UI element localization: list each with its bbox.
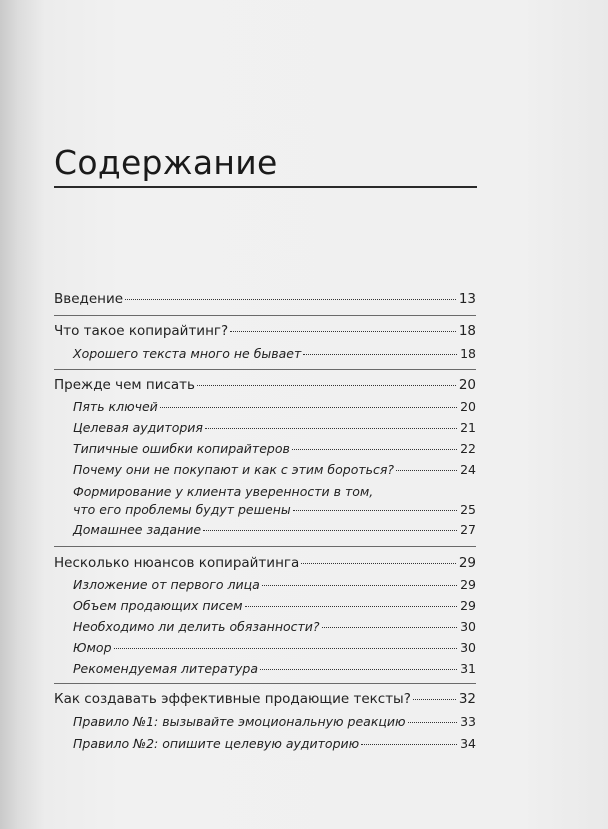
toc-entry-introduction[interactable]	[54, 291, 476, 308]
dot-leader	[160, 407, 457, 408]
toc-subentry[interactable]	[73, 398, 476, 415]
section-divider	[54, 315, 476, 316]
toc-entry-page: 18	[460, 346, 476, 361]
toc-entry-title: Изложение от первого лица	[73, 577, 260, 592]
toc-entry-title: Несколько нюансов копирайтинга	[54, 555, 300, 571]
toc-entry-title: Домашнее задание	[73, 522, 202, 537]
toc-entry-title: Хорошего текста много не бывает	[73, 346, 302, 361]
toc-entry-title: Целевая аудитория	[73, 420, 203, 435]
toc-subentry[interactable]	[73, 576, 476, 593]
toc-subentry[interactable]	[73, 345, 476, 362]
toc-subentry[interactable]	[73, 735, 476, 752]
toc-entry-page: 18	[458, 323, 476, 339]
toc-entry-page: 33	[460, 714, 476, 729]
dot-leader	[197, 385, 456, 386]
toc-entry-page: 30	[460, 619, 476, 634]
dot-leader	[205, 428, 457, 429]
toc-entry-page: 29	[460, 577, 476, 592]
dot-leader	[396, 470, 457, 471]
toc-entry-page: 25	[460, 502, 476, 517]
toc-entry-page: 20	[458, 377, 476, 393]
toc-entry-page: 21	[460, 420, 476, 435]
dot-leader	[292, 449, 457, 450]
toc-entry-page: 20	[460, 399, 476, 414]
toc-entry-title: Правило №2: опишите целевую аудиторию	[73, 736, 360, 751]
toc-entry-title: Юмор	[73, 640, 112, 655]
dot-leader	[125, 299, 456, 300]
toc-subentry[interactable]	[73, 660, 476, 677]
toc-entry-title: Пять ключей	[73, 399, 158, 414]
toc-entry-title: Правило №1: вызывайте эмоциональную реакцию	[73, 714, 406, 729]
dot-leader	[413, 699, 456, 700]
dot-leader	[293, 510, 457, 511]
dot-leader	[262, 585, 457, 586]
toc-entry-before-writing[interactable]	[54, 377, 476, 394]
dot-leader	[245, 606, 457, 607]
toc-entry-page: 24	[460, 462, 476, 477]
dot-leader	[114, 648, 458, 649]
toc-subentry[interactable]	[73, 461, 476, 478]
toc-entry-page: 32	[458, 691, 476, 707]
dot-leader	[230, 331, 456, 332]
toc-entry-title: Прежде чем писать	[54, 377, 195, 393]
toc-entry-title: Рекомендуемая литература	[73, 661, 258, 676]
toc-entry-page: 34	[460, 736, 476, 751]
dot-leader	[203, 530, 457, 531]
toc-entry-page: 29	[460, 598, 476, 613]
toc-subentry[interactable]	[73, 440, 476, 457]
toc-entry-title: что его проблемы будут решены	[73, 502, 291, 517]
toc-entry-title: Как создавать эффективные продающие тексты?	[54, 691, 411, 707]
toc-entry-title: Объем продающих писем	[73, 598, 243, 613]
toc-entry-page: 30	[460, 640, 476, 655]
dot-leader	[408, 722, 458, 723]
toc-entry-page: 22	[460, 441, 476, 456]
toc-subentry[interactable]	[73, 521, 476, 538]
toc-subentry[interactable]	[73, 501, 476, 518]
toc-subentry[interactable]	[73, 597, 476, 614]
dot-leader	[361, 744, 457, 745]
dot-leader	[322, 627, 458, 628]
toc-subentry[interactable]	[73, 618, 476, 635]
toc-entry-page: 29	[458, 555, 476, 571]
toc-subentry[interactable]	[73, 419, 476, 436]
toc-subentry[interactable]	[73, 639, 476, 656]
toc-entry-title: Типичные ошибки копирайтеров	[73, 441, 290, 456]
dot-leader	[303, 354, 457, 355]
dot-leader	[301, 563, 456, 564]
toc-subentry-line1[interactable]: Формирование у клиента уверенности в том,	[73, 484, 374, 499]
toc-entry-effective-texts[interactable]	[54, 691, 476, 708]
toc-entry-page: 13	[458, 291, 476, 307]
toc-entry-title: Введение	[54, 291, 124, 307]
dot-leader	[260, 669, 457, 670]
toc-entry-what-is-copywriting[interactable]	[54, 323, 476, 340]
toc-entry-title: Необходимо ли делить обязанности?	[73, 619, 320, 634]
toc-entry-title: Почему они не покупают и как с этим бороться?	[73, 462, 395, 477]
toc-entry-title: Что такое копирайтинг?	[54, 323, 229, 339]
toc-entry-page: 27	[460, 522, 476, 537]
page-title: Содержание	[54, 143, 278, 182]
section-divider	[54, 369, 476, 370]
section-divider	[54, 546, 476, 547]
toc-entry-copywriting-nuances[interactable]	[54, 555, 476, 572]
toc-entry-page: 31	[460, 661, 476, 676]
section-divider	[54, 683, 476, 684]
toc-subentry[interactable]	[73, 713, 476, 730]
